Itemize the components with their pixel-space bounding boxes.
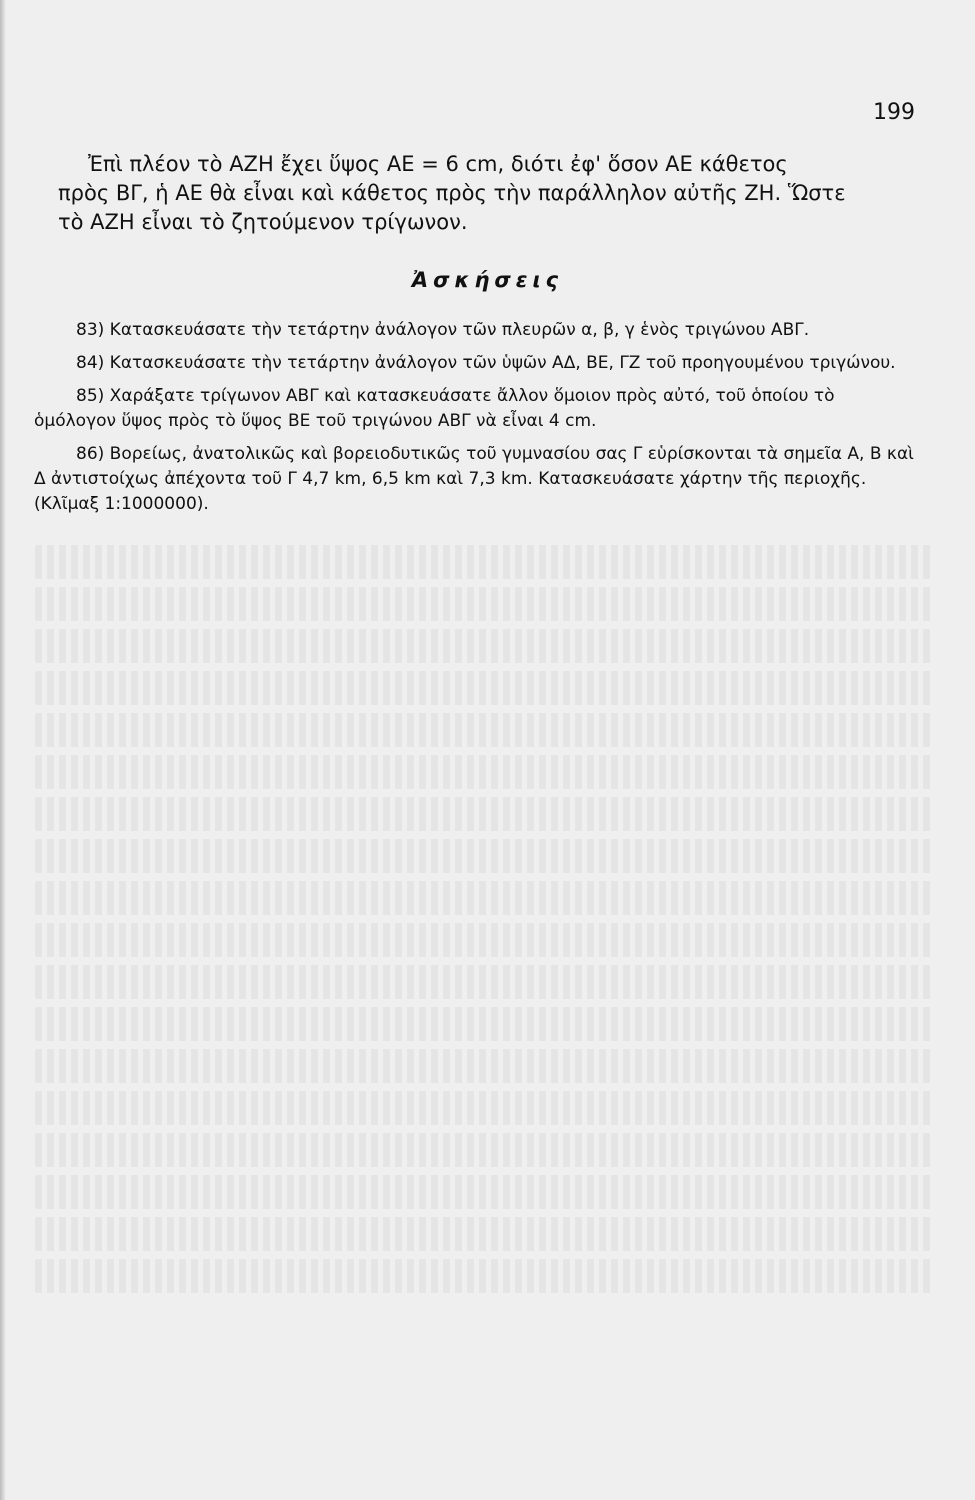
bleed-line xyxy=(35,797,935,831)
bleed-line xyxy=(35,1007,935,1041)
bleed-line xyxy=(35,839,935,873)
bleed-line xyxy=(35,881,935,915)
reverse-side-bleed-through xyxy=(35,545,935,1301)
scan-edge-shadow xyxy=(0,0,6,1500)
bleed-line xyxy=(35,1259,935,1293)
bleed-line xyxy=(35,587,935,621)
paragraph-line: Ἐπὶ πλέον τὸ ΑΖΗ ἔχει ὕψος ΑΕ = 6 cm, διότι ἐφ' ὅσον ΑΕ κάθετος xyxy=(88,152,788,176)
bleed-line xyxy=(35,1091,935,1125)
main-paragraph xyxy=(58,150,920,237)
bleed-line xyxy=(35,1217,935,1251)
bleed-line xyxy=(35,1175,935,1209)
exercise-86: 86) Βορείως, ἀνατολικῶς καὶ βορειοδυτικῶς τοῦ γυμνασίου σας Γ εὑρίσκονται τὰ σημεῖα Α, Β καὶ Δ ἀντιστοίχως ἀπέχοντα τοῦ Γ 4,7 km, 6,5 km καὶ 7,3 km. Κατασκευάσατε χάρτην τῆς περιοχῆς. (Κλῖμαξ 1:1000000). xyxy=(34,444,914,514)
exercise-85: 85) Χαράξατε τρίγωνον ΑΒΓ καὶ κατασκευάσατε ἄλλον ὅμοιον πρὸς αὐτό, τοῦ ὁποίου τὸ ὁμόλογον ὕψος πρὸς τὸ ὕψος ΒΕ τοῦ τριγώνου ΑΒΓ νὰ εἶναι 4 cm. xyxy=(34,386,835,431)
paragraph-line: τὸ ΑΖΗ εἶναι τὸ ζητούμενον τρίγωνον. xyxy=(58,210,468,234)
bleed-line xyxy=(35,1049,935,1083)
bleed-line xyxy=(35,965,935,999)
bleed-line xyxy=(35,545,935,579)
bleed-line xyxy=(35,755,935,789)
bleed-line xyxy=(35,671,935,705)
bleed-line xyxy=(35,713,935,747)
bleed-line xyxy=(35,1133,935,1167)
bleed-line xyxy=(35,923,935,957)
exercise-list xyxy=(34,318,920,525)
page-number: 199 xyxy=(873,100,915,125)
section-heading: Ἀσκήσεις xyxy=(411,268,564,292)
exercise-83: 83) Κατασκευάσατε τὴν τετάρτην ἀνάλογον τῶν πλευρῶν α, β, γ ἑνὸς τριγώνου ΑΒΓ. xyxy=(76,320,810,340)
paragraph-line: πρὸς ΒΓ, ἡ ΑΕ θὰ εἶναι καὶ κάθετος πρὸς τὴν παράλληλον αὐτῆς ΖΗ. Ὥστε xyxy=(58,181,846,205)
exercise-84: 84) Κατασκευάσατε τὴν τετάρτην ἀνάλογον τῶν ὑψῶν ΑΔ, ΒΕ, ΓΖ τοῦ προηγουμένου τριγώνου. xyxy=(76,353,896,373)
bleed-line xyxy=(35,629,935,663)
